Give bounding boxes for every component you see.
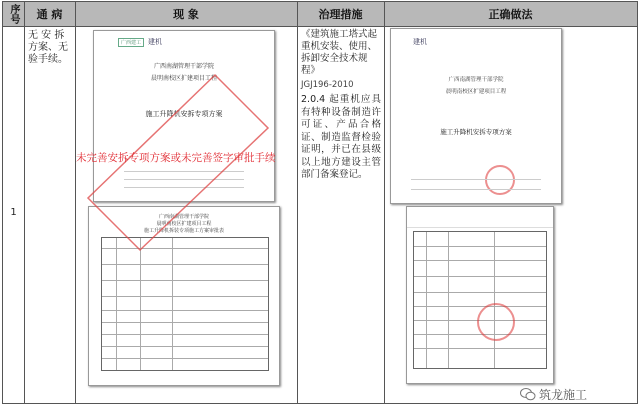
- approval-seal: [477, 303, 515, 341]
- cover-document-left: [93, 30, 275, 202]
- brand-label: 建机: [413, 38, 427, 46]
- approval-seal: [485, 165, 515, 195]
- header-measures: 治理措施: [318, 8, 363, 21]
- measures-code: JGJ196-2010: [301, 80, 354, 90]
- col-divider: [75, 2, 76, 403]
- header-divider: [3, 26, 637, 27]
- doc-fill-line: [411, 179, 541, 180]
- doc-fill-line: [124, 187, 244, 188]
- doc-line-1: 广西南湖管理干部学院: [153, 63, 214, 70]
- form-grid: [101, 237, 269, 371]
- form-line-1: 广西南湖管理干部学院: [158, 214, 209, 220]
- form-line-2: 晨明南校区扩建项目工程: [156, 221, 212, 227]
- cover-document-right: [390, 28, 562, 204]
- col-divider: [384, 2, 385, 403]
- watermark: [520, 386, 587, 403]
- header-correct: 正确做法: [488, 8, 533, 21]
- doc-plan-title: 施工升降机安拆专项方案: [440, 128, 512, 136]
- row-seq: 1: [10, 207, 17, 218]
- brand-label: 建机: [148, 38, 162, 46]
- problem-text: 无 安 拆 方案、无验手续。: [28, 30, 68, 65]
- doc-plan-title: 施工升降机安拆专项方案: [145, 110, 223, 118]
- header-problem: 通 病: [36, 8, 63, 21]
- wechat-icon: [520, 388, 536, 401]
- header-seq: 序号: [8, 4, 19, 24]
- measures-title: 《建筑施工塔式起重机安装、使用、拆卸安全技术规程》: [301, 29, 378, 76]
- doc-fill-line: [124, 179, 244, 180]
- doc-line-2: 晨明南校区扩建项目工程: [445, 89, 507, 95]
- annotation-text: 未完善安拆专项方案或未完善签字审批手续: [76, 152, 276, 164]
- doc-line-1: 广西南湖管理干部学院: [448, 77, 504, 83]
- col-divider: [24, 2, 25, 403]
- doc-line-2: 晨明南校区扩建项目工程: [150, 75, 217, 82]
- form-title: [407, 213, 553, 228]
- measures-body: 2.0.4 起重机应具有特种设备制造许可证、产品合格证、制造监督检验证明，并已在县级以上地方建设主管部门备案登记。: [301, 94, 381, 180]
- form-document-left: [88, 206, 280, 386]
- doc-fill-line: [411, 189, 541, 190]
- form-grid: [413, 231, 547, 369]
- header-phenomenon: 现 象: [173, 8, 199, 21]
- brand-logo: 广西建工: [118, 38, 144, 47]
- form-line-3: 施工升降机拆装专项施工方案审批表: [143, 228, 224, 234]
- form-document-right: [406, 206, 554, 384]
- doc-fill-line: [124, 171, 244, 172]
- watermark-text: 筑龙施工: [539, 388, 588, 402]
- col-divider: [297, 2, 298, 403]
